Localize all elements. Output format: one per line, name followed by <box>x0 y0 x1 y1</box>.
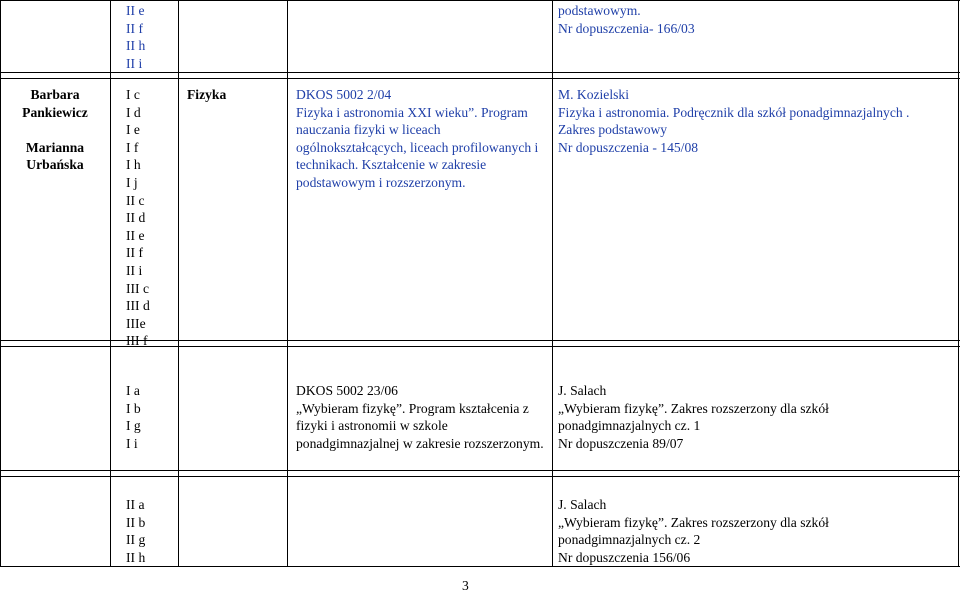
salach2-handbook: J. Salach „Wybieram fizykę”. Zakres rozszerzony dla szkół ponadgimnazjalnych cz. 2 Nr dopuszczenia 156/06 <box>558 497 829 565</box>
fizyka-classes: I c I d I e I f I h I j II c II d II e II f II i III c III d IIIe III f <box>126 87 150 349</box>
row-border <box>0 470 960 471</box>
column-border <box>287 0 288 567</box>
row-border <box>0 78 960 79</box>
salach1-program: DKOS 5002 23/06 „Wybieram fizykę”. Program kształcenia z fizyki i astronomii w szkole ponadgimnazjalnej w zakresie rozszerzonym. <box>296 383 544 451</box>
subject-name: Fizyka <box>187 87 227 102</box>
salach2-classes: II a II b II g II h <box>126 497 146 565</box>
teacher-names: Barbara Pankiewicz Marianna Urbańska <box>22 87 88 173</box>
column-border <box>178 0 179 567</box>
fizyka-program: DKOS 5002 2/04 Fizyka i astronomia XXI wieku”. Program nauczania fizyki w liceach ogólnokształcących, liceach profilowanych i technikach. Kształcenie w zakresie podstawowym i rozszerzonym. <box>296 87 539 190</box>
salach1-classes: I a I b I g I i <box>126 383 141 451</box>
column-border <box>0 0 1 567</box>
top-row-classes: II e II f II h II i <box>126 3 146 71</box>
top-row-handbook: podstawowym. Nr dopuszczenia- 166/03 <box>558 3 695 36</box>
column-border <box>552 0 553 567</box>
fizyka-handbook: M. Kozielski Fizyka i astronomia. Podręcznik dla szkół ponadgimnazjalnych . Zakres podstawowy Nr dopuszczenia - 145/08 <box>558 87 910 155</box>
salach1-handbook: J. Salach „Wybieram fizykę”. Zakres rozszerzony dla szkół ponadgimnazjalnych cz. 1 Nr dopuszczenia 89/07 <box>558 383 829 451</box>
column-border <box>110 0 111 567</box>
page-number: 3 <box>462 578 469 593</box>
row-border <box>0 0 960 1</box>
row-border <box>0 476 960 477</box>
column-border <box>958 0 959 567</box>
